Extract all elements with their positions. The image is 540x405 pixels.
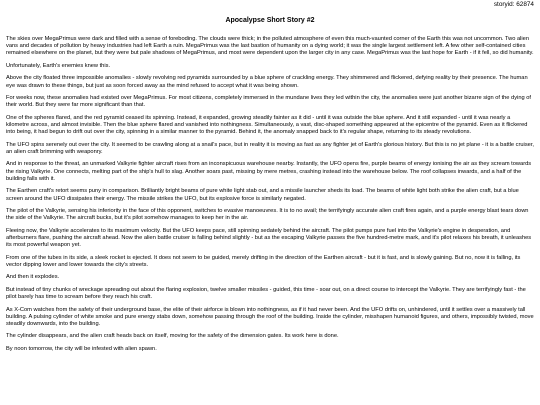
paragraph: Unfortunately, Earth's enemies knew this. (6, 62, 111, 69)
paragraph: The Earthen craft's retort seems puny in comparison. Brilliantly bright beams of pure white light stab out, and a missile launcher sheds its load. The beams of white light both strike the alien craft, but a blue screen around the UFO dissipates their energy. The missile strikes the UFO, but its explosive force is similarly negated. (6, 188, 519, 202)
paragraph: The skies over MegaPrimus were dark and filled with a sense of foreboding. The clouds were thick; in the polluted atmosphere of even this much-vaunted corner of the Earth this was not uncommon. Two alien vans and decades of pollution by heavy industries had left Earth a ruin. MegaPrimus was the last bastion of humanity on a dying world; it was the single largest settlement left. A few other self-contained cities remained elsewhere on the planet, but they were but pale shadows of MegaPrimus, and most were dependent upon the larger city in any case. MegaPrimus was the last hope for Earth - if it fell, so did humanity. (6, 36, 534, 57)
document-page (6, 0, 534, 405)
paragraph: Fleeing now, the Valkyrie accelerates to its maximum velocity. But the UFO keeps pace, still spinning sedately behind the aircraft. The pilot pumps pure fuel into the Valkyrie's engine in desperation, and afterburners flare, pushing the aircraft ahead. Now the alien battle cruiser is falling behind slightly - but as the escaping Valkyrie passes the five hundred-metre mark, and it's pilot relaxes his breath, it unleashes its most powerful weapon yet. (6, 227, 532, 249)
paragraph: By noon tomorrow, the city will be infested with alien spawn. (6, 345, 157, 352)
paragraph: From one of the tubes in its side, a sleek rocket is ejected. It does not seem to be guided, merely drifting in the direction of the Earthen aircraft - but it is fast, and is slowly gaining. But no, now it is falling, its vector dipping lower and lower towards the city's streets. (6, 254, 521, 268)
story-title: Apocalypse Short Story #2 (225, 17, 315, 24)
paragraph: And then it explodes. (6, 274, 60, 281)
paragraph: The cylinder disappears, and the alien craft heads back on itself, moving for the safety of the dimension gates. Its work here is done. (6, 333, 339, 340)
paragraph: The pilot of the Valkyrie, sensing his inferiority in the face of this opponent, switches to evasive manoeuvres. It is to no avail; the terrifyingly accurate alien craft fires again, and a purple energy blast tears down the side of the Valkyrie. The aircraft bucks, but it's pilot somehow manages to keep her in the air. (6, 208, 529, 222)
paragraph: And in response to the threat, an unmarked Valkyrie fighter aircraft rises from an inconspicuous warehouse nearby. Instantly, the UFO opens fire, purple beams of energy ionising the air as they scream towards the rising Valkyrie. One connects, melting part of the ship's hull to slag. Another soars past, missing by mere metres, crashing instead into the warehouse below. The roof collapses inwards, and a half of the building falls with it. (6, 161, 532, 182)
paragraph: The UFO spins serenely out over the city. It seemed to be crawling along at a snail's pace, but in reality it is moving as fast as any fighter jet of Earth's glorious history. But this is no jet plane - it is a battle cruiser, an alien craft brimming with weaponry. (6, 141, 534, 155)
paragraph: For weeks now, these anomalies had existed over MegaPrimus. For most citizens, completely immersed in the mundane lives they led within the city, the anomalies were just another bizarre sign of the dying of their world. But they were far more significant than that. (6, 95, 531, 109)
story-body (6, 36, 534, 353)
paragraph: But instead of tiny chunks of wreckage spreading out about the flaring explosion, twelve smaller missiles - guided, this time - soar out, on a direct course to intercept the Valkyrie. They are terrifyingly fast - the pilot barely has time to scream before they reach his craft. (6, 286, 526, 301)
paragraph: One of the spheres flared, and the red pyramid ceased its spinning. Instead, it expanded, growing steadily fainter as it did - until it was outside the blue sphere. And it still expanded - until it was nearly a kilometre across, and almost invisible. Then the blue sphere flared and vanished into nothingness. Simultaneously, a vast, disc-shaped something appeared at the epicentre of the pyramid. Even as it flickered into being, it had begun to drift out over the city, spinning in a similar manner to the pyramid. Behind it, the anomaly snapped back to it's regular shape, returning to its steady revolutions. (6, 114, 528, 136)
story-id: storyid: 62874 (493, 1, 534, 8)
paragraph: As X-Com watches from the safety of their underground base, the elite of their airforce is blown into nothingness, as if it had never been. And the UFO drifts on, unhindered, until it settles over a massively tall building. A pulsing cylinder of white smoke and pure energy stabs down, somehow passing through the roof of the building. Inside the cylinder, misshapen humanoid figures, and others, impossibly twisted, move steadily downwards, into the building. (6, 306, 534, 327)
paragraph: Above the city floated three impossible anomalies - slowly revolving red pyramids surrounded by a blue sphere of crackling energy. They shimmered and flickered, defying reality by their presence. The human eye was drawn to these things, but just as soon forced away as the mind refused to accept what it was being shown. (6, 75, 528, 89)
